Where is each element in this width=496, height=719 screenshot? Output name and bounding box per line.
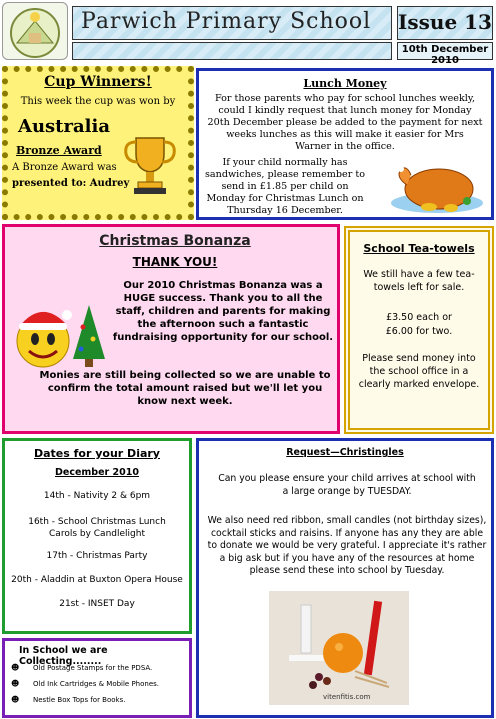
school-logo	[2, 2, 68, 60]
issue-date: 10th December 2010	[401, 44, 489, 66]
issue-box	[397, 6, 493, 40]
christ-heading: Request—Christingles	[286, 447, 404, 458]
cup-intro: This week the cup was won by	[20, 96, 176, 107]
collecting-panel	[2, 638, 192, 718]
tea-para-2: Please send money into the school office in a clearly marked envelope.	[358, 353, 480, 390]
collect-item: Old Ink Cartridges & Mobile Phones.	[33, 680, 160, 688]
bonanza-para-2: Monies are still being collected so we are unable to confirm the total amount raised but we'll let you know next week.	[39, 370, 331, 407]
issue-number: Issue 13	[398, 10, 492, 34]
photo-caption: vitenfitis.com	[323, 693, 371, 701]
smiley-icon: ☻	[11, 695, 20, 704]
collect-heading: In School we are Collecting........	[19, 645, 108, 667]
tea-towels-panel	[344, 226, 494, 434]
cup-heading: Cup Winners!	[44, 74, 152, 90]
trophy-icon	[120, 132, 180, 198]
title-banner	[72, 6, 392, 40]
roast-turkey-icon	[387, 155, 487, 217]
school-name: Parwich Primary School	[81, 9, 372, 34]
christingle-photo	[269, 591, 409, 705]
smiley-icon: ☻	[11, 679, 20, 688]
tea-price-1: £3.50 each or	[386, 312, 452, 323]
cup-winner: Australia	[18, 116, 110, 137]
award-heading: Bronze Award	[16, 144, 102, 157]
christmas-bonanza-panel	[2, 224, 340, 434]
bonanza-heading: Christmas Bonanza	[99, 233, 251, 249]
diary-item: 21st - INSET Day	[59, 599, 135, 609]
tea-heading: School Tea-towels	[363, 242, 475, 255]
christingles-panel	[196, 438, 494, 718]
collect-item: Old Postage Stamps for the PDSA.	[33, 664, 153, 672]
award-line-2: presented to: Audrey	[12, 178, 130, 189]
bonanza-subheading: THANK YOU!	[132, 255, 218, 269]
christ-para-1: Can you please ensure your child arrives at school with a large orange by TUESDAY.	[218, 473, 476, 497]
diary-dates-panel	[2, 438, 192, 634]
collect-item: Nestle Box Tops for Books.	[33, 696, 126, 704]
dates-month: December 2010	[55, 467, 139, 478]
smiley-icon: ☻	[11, 663, 20, 672]
tea-price-2: £6.00 for two.	[385, 326, 453, 337]
tea-para-1: We still have a few tea-towels left for sale.	[363, 269, 475, 293]
award-line-1: A Bronze Award was	[12, 162, 117, 173]
dates-heading: Dates for your Diary	[34, 447, 160, 460]
lunch-para-2: If your child normally has sandwiches, please remember to send in £1.85 per child on Monday for Christmas Lunch on Thursday 16 December.	[205, 157, 365, 216]
diary-item: 16th - School Christmas Lunch	[28, 517, 166, 527]
title-strip	[72, 42, 392, 60]
christ-para-2: We also need red ribbon, small candles (not birthday sizes), cocktail sticks and raisins. If anyone has any they are able to donate we would be very grateful. I appreciate it's rather a big ask but if you have any of the resources at home please send these into school by Tuesday.	[207, 515, 487, 576]
diary-item: Carols by Candlelight	[49, 529, 145, 539]
lunch-para-1: For those parents who pay for school lunches weekly, could I kindly request that lunch money for Monday 20th December please be added to the payment for next weeks lunches as this will make it easier for Mrs Warner in the office.	[207, 93, 483, 152]
bonanza-para-1: Our 2010 Christmas Bonanza was a HUGE success. Thank you to all the staff, children and parents for making the afternoon such a fantastic fundraising opportunity for our school.	[112, 280, 334, 343]
diary-item: 14th - Nativity 2 & 6pm	[43, 491, 151, 501]
cup-winners-panel	[2, 66, 194, 220]
masthead	[0, 0, 496, 64]
diary-item: 17th - Christmas Party	[46, 551, 148, 561]
santa-smiley-tree-icon	[11, 297, 107, 371]
lunch-money-panel	[196, 68, 494, 220]
diary-item: 20th - Aladdin at Buxton Opera House	[11, 575, 183, 585]
lunch-heading: Lunch Money	[303, 77, 387, 90]
date-box	[397, 42, 493, 66]
